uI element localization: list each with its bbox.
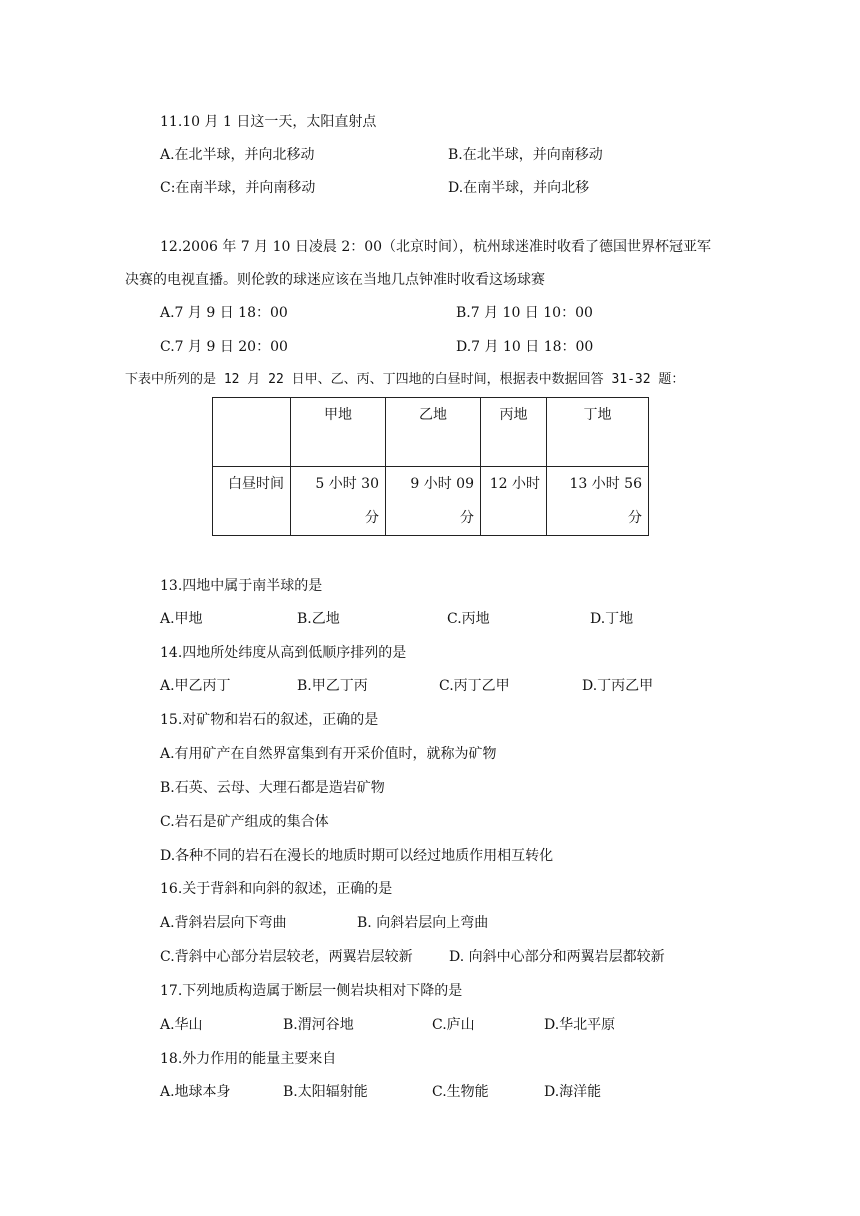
q12-option-c: C.7 月 9 日 20：00 <box>160 339 288 355</box>
q12-stem-line2: 决赛的电视直播。则伦敦的球迷应该在当地几点钟准时收看这场球赛 <box>125 272 545 288</box>
q17-option-c: C.庐山 <box>432 1017 475 1033</box>
q14-stem: 14.四地所处纬度从高到低顺序排列的是 <box>160 645 407 661</box>
table-header-cell: 丁地 <box>547 398 649 467</box>
q15-stem: 15.对矿物和岩石的叙述，正确的是 <box>160 712 379 728</box>
q11-option-b: B.在北半球，并向南移动 <box>448 147 603 163</box>
q13-option-a: A.甲地 <box>160 611 203 627</box>
q13-option-b: B.乙地 <box>297 611 340 627</box>
daylight-table <box>212 397 649 536</box>
table-row-label: 白昼时间 <box>213 467 291 536</box>
q11-stem: 11.10 月 1 日这一天，太阳直射点 <box>160 114 377 130</box>
q16-option-d: D. 向斜中心部分和两翼岩层都较新 <box>449 949 665 965</box>
q15-option-d: D.各种不同的岩石在漫长的地质时期可以经过地质作用相互转化 <box>160 848 554 864</box>
q13-option-c: C.丙地 <box>447 611 490 627</box>
q18-option-a: A.地球本身 <box>160 1084 231 1100</box>
q14-option-d: D.丁丙乙甲 <box>582 678 654 694</box>
q16-option-c: C.背斜中心部分岩层较老，两翼岩层较新 <box>160 949 413 965</box>
q11-option-d: D.在南半球，并向北移 <box>448 180 590 196</box>
q18-option-d: D.海洋能 <box>544 1084 602 1100</box>
q13-stem: 13.四地中属于南半球的是 <box>160 578 323 594</box>
table-row <box>213 467 649 536</box>
q14-option-a: A.甲乙丙丁 <box>160 678 231 694</box>
table-cell: 13 小时 56 分 <box>547 467 649 536</box>
q12-option-a: A.7 月 9 日 18：00 <box>160 305 288 321</box>
q18-stem: 18.外力作用的能量主要来自 <box>160 1051 337 1067</box>
table-intro: 下表中所列的是 12 月 22 日甲、乙、丙、丁四地的白昼时间，根据表中数据回答 31-32 题： <box>125 372 685 387</box>
q13-option-d: D.丁地 <box>590 611 634 627</box>
q17-option-d: D.华北平原 <box>544 1017 616 1033</box>
q17-option-a: A.华山 <box>160 1017 203 1033</box>
q16-option-a: A.背斜岩层向下弯曲 <box>160 915 287 931</box>
q15-option-c: C.岩石是矿产组成的集合体 <box>160 814 329 830</box>
q14-option-c: C.丙丁乙甲 <box>439 678 510 694</box>
q15-option-b: B.石英、云母、大理石都是造岩矿物 <box>160 780 385 796</box>
q15-option-a: A.有用矿产在自然界富集到有开采价值时，就称为矿物 <box>160 746 497 762</box>
q16-option-b: B. 向斜岩层向上弯曲 <box>357 915 489 931</box>
q14-option-b: B.甲乙丁丙 <box>297 678 368 694</box>
table-header-cell <box>213 398 291 467</box>
q12-option-d: D.7 月 10 日 18：00 <box>456 339 594 355</box>
q17-stem: 17.下列地质构造属于断层一侧岩块相对下降的是 <box>160 983 463 999</box>
table-cell: 12 小时 <box>481 467 547 536</box>
q11-option-c: C:在南半球，并向南移动 <box>160 180 316 196</box>
q18-option-b: B.太阳辐射能 <box>283 1084 368 1100</box>
table-header-cell: 乙地 <box>386 398 481 467</box>
q12-stem-line1: 12.2006 年 7 月 10 日凌晨 2：00（北京时间），杭州球迷准时收看了德国世界杯冠亚军 <box>160 239 712 255</box>
q12-option-b: B.7 月 10 日 10：00 <box>456 305 593 321</box>
table-header-cell: 丙地 <box>481 398 547 467</box>
table-cell: 9 小时 09 分 <box>386 467 481 536</box>
q17-option-b: B.渭河谷地 <box>283 1017 354 1033</box>
table-header-cell: 甲地 <box>291 398 386 467</box>
q16-stem: 16.关于背斜和向斜的叙述，正确的是 <box>160 881 393 897</box>
q18-option-c: C.生物能 <box>432 1084 489 1100</box>
table-cell: 5 小时 30 分 <box>291 467 386 536</box>
table-header-row <box>213 398 649 467</box>
q11-option-a: A.在北半球，并向北移动 <box>160 147 315 163</box>
